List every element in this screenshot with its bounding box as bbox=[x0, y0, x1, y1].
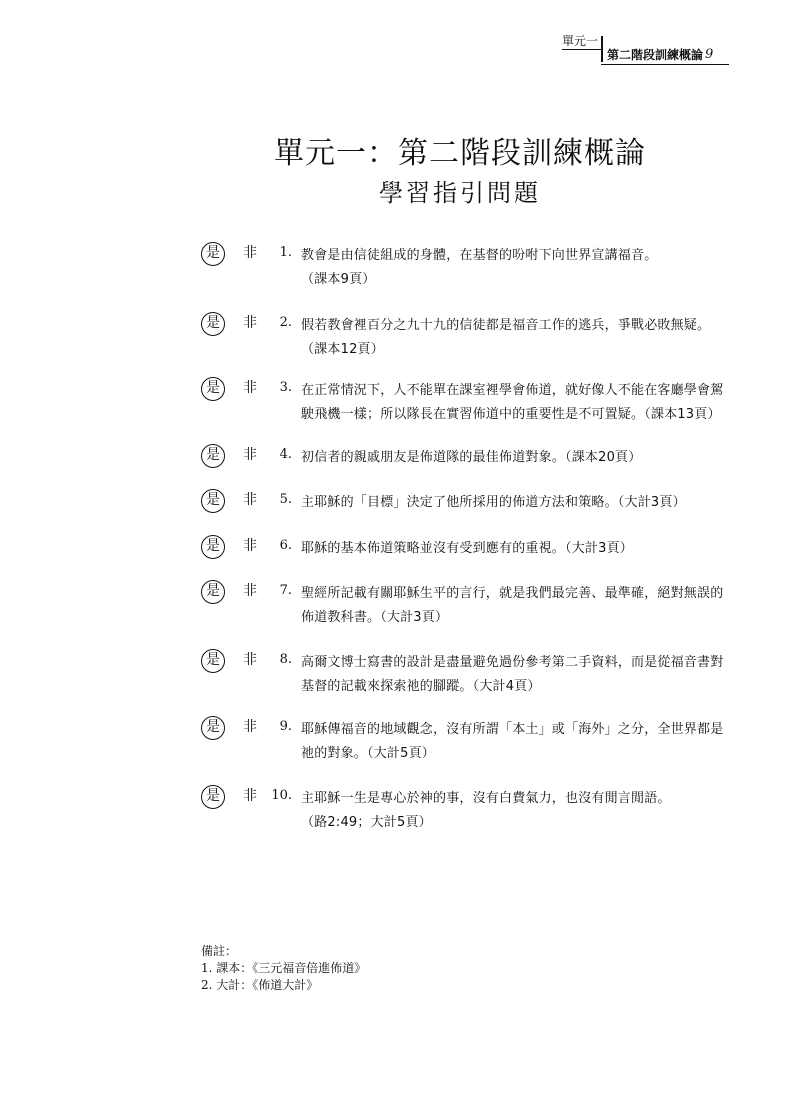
question-line: 駛飛機一樣；所以隊長在實習佈道中的重要性是不可置疑。（課本13頁） bbox=[301, 407, 721, 422]
question-number: 6. bbox=[279, 538, 292, 553]
question-text bbox=[301, 314, 721, 362]
question-line: 在正常情況下，人不能單在課室裡學會佈道，就好像人不能在客廳學會駕 bbox=[301, 383, 724, 398]
question-line: 主耶穌的「目標」決定了他所採用的佈道方法和策略。（大計3頁） bbox=[301, 495, 686, 510]
page-number: 9 bbox=[705, 47, 714, 62]
question-text bbox=[301, 244, 721, 292]
running-header-chapter: 第二階段訓練概論 bbox=[607, 48, 704, 62]
question-line: 主耶穌一生是專心於神的事，沒有白費氣力，也沒有閒言閒語。 bbox=[301, 791, 671, 806]
answer-true-circled: 是 bbox=[201, 489, 225, 513]
running-header-unit-rule bbox=[562, 49, 602, 50]
question-line: 教會是由信徒組成的身體，在基督的吩咐下向世界宣講福音。 bbox=[301, 248, 658, 263]
answer-false: 非 bbox=[243, 719, 257, 735]
question-line: （路2:49；大計5頁） bbox=[301, 815, 432, 830]
question-line: 耶穌的基本佈道策略並沒有受到應有的重視。（大計3頁） bbox=[301, 541, 633, 556]
notes-heading: 備註： bbox=[201, 944, 238, 958]
question-number: 2. bbox=[279, 315, 292, 330]
answer-false: 非 bbox=[243, 583, 257, 599]
answer-true-circled: 是 bbox=[201, 444, 225, 468]
answer-true-circled: 是 bbox=[201, 242, 225, 266]
answer-true-circled: 是 bbox=[201, 785, 225, 809]
question-number: 5. bbox=[279, 492, 292, 507]
question-line: 假若教會裡百分之九十九的信徒都是福音工作的逃兵，爭戰必敗無疑。 bbox=[301, 318, 711, 333]
page-title: 單元一：第二階段訓練概論 bbox=[274, 136, 646, 171]
question-line: 聖經所記載有關耶穌生平的言行，就是我們最完善、最準確，絕對無誤的 bbox=[301, 586, 724, 601]
answer-false: 非 bbox=[243, 538, 257, 554]
question-number: 4. bbox=[279, 447, 292, 462]
answer-true-circled: 是 bbox=[201, 535, 225, 559]
answer-true-circled: 是 bbox=[201, 716, 225, 740]
question-text bbox=[301, 537, 721, 561]
question-number: 10. bbox=[271, 788, 292, 803]
running-header-divider bbox=[601, 36, 603, 62]
page-subtitle: 學習指引問題 bbox=[379, 179, 541, 207]
answer-false: 非 bbox=[243, 380, 257, 396]
running-header-unit: 單元一 bbox=[562, 34, 599, 48]
running-header-rule bbox=[601, 64, 729, 65]
question-line: （課本12頁） bbox=[301, 342, 384, 357]
answer-false: 非 bbox=[243, 652, 257, 668]
answer-false: 非 bbox=[243, 315, 257, 331]
question-number: 9. bbox=[279, 719, 292, 734]
question-number: 8. bbox=[279, 652, 292, 667]
running-header bbox=[0, 0, 794, 70]
question-line: 祂的對象。（大計5頁） bbox=[301, 746, 435, 761]
answer-true-circled: 是 bbox=[201, 377, 225, 401]
answer-true-circled: 是 bbox=[201, 580, 225, 604]
answer-false: 非 bbox=[243, 492, 257, 508]
question-number: 3. bbox=[279, 380, 292, 395]
notes bbox=[201, 943, 366, 994]
question-text bbox=[301, 718, 724, 766]
question-number: 1. bbox=[279, 245, 292, 260]
answer-false: 非 bbox=[243, 788, 257, 804]
question-line: 基督的記載來探索祂的腳蹤。（大計4頁） bbox=[301, 679, 541, 694]
question-text bbox=[301, 582, 724, 630]
notes-item: 1. 課本：《三元福音倍進佈道》 bbox=[201, 961, 367, 975]
question-line: 佈道教科書。（大計3頁） bbox=[301, 610, 449, 625]
answer-false: 非 bbox=[243, 245, 257, 261]
question-text bbox=[301, 379, 724, 427]
question-number: 7. bbox=[279, 583, 292, 598]
question-text bbox=[301, 491, 721, 515]
answer-false: 非 bbox=[243, 447, 257, 463]
answer-true-circled: 是 bbox=[201, 312, 225, 336]
question-line: 耶穌傳福音的地域觀念，沒有所謂「本土」或「海外」之分，全世界都是 bbox=[301, 722, 724, 737]
question-line: 初信者的親戚朋友是佈道隊的最佳佈道對象。（課本20頁） bbox=[301, 450, 642, 465]
question-text bbox=[301, 446, 721, 470]
question-text bbox=[301, 651, 724, 699]
answer-true-circled: 是 bbox=[201, 649, 225, 673]
question-line: 高爾文博士寫書的設計是盡量避免過份參考第二手資料，而是從福音書對 bbox=[301, 655, 724, 670]
question-line: （課本9頁） bbox=[301, 272, 376, 287]
question-text bbox=[301, 787, 721, 835]
notes-item: 2. 大計：《佈道大計》 bbox=[201, 978, 319, 992]
